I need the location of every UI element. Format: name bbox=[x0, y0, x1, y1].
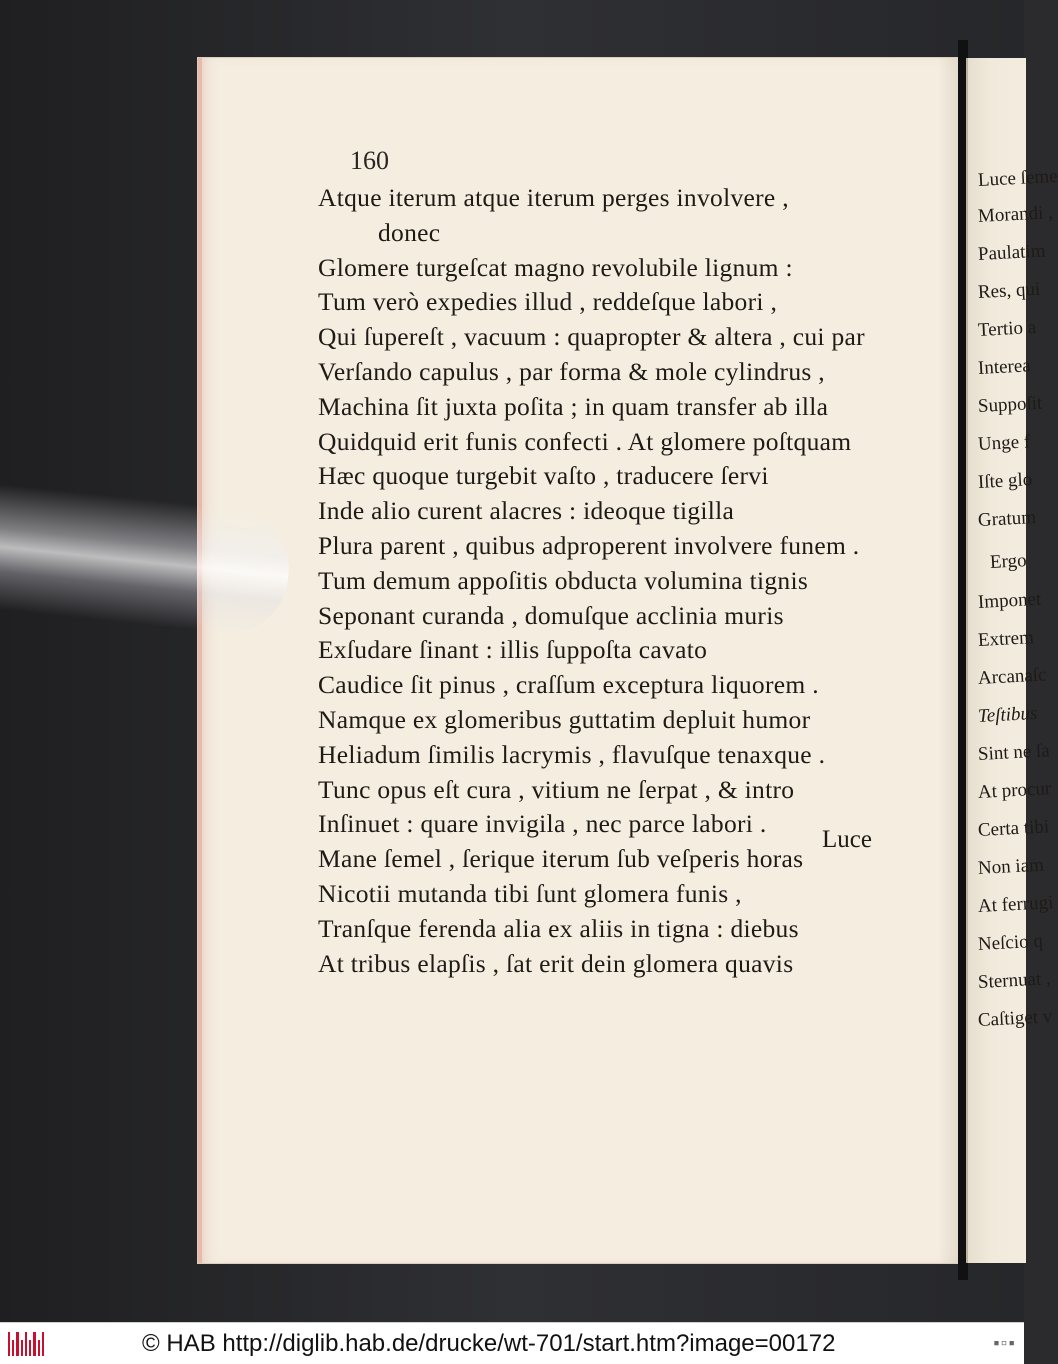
text-line: Glomere turgeſcat magno revolubile lignum : bbox=[318, 252, 793, 282]
text-line: Verſando capulus , par forma & mole cylindrus , bbox=[318, 356, 825, 386]
text-line: Tunc opus eſt cura , vitium ne ſerpat , & intro bbox=[318, 774, 795, 804]
text-line: Inſinuet : quare invigila , nec parce labori . bbox=[318, 809, 767, 839]
text-line: Atque iterum atque iterum perges involvere , bbox=[318, 183, 789, 212]
catchword: Luce bbox=[822, 826, 872, 853]
text-line: Exſudare ſinant : illis ſuppoſta cavato bbox=[318, 635, 708, 665]
facing-page bbox=[966, 58, 1058, 1263]
footer-mark: ▪▫▪ bbox=[993, 1336, 1016, 1349]
facing-line: At procur bbox=[977, 778, 1052, 803]
facing-line: Unge f bbox=[977, 431, 1031, 455]
text-line: Seponant curanda , domuſque acclinia muris bbox=[318, 600, 784, 630]
facing-line: Certa tibi bbox=[977, 816, 1050, 841]
copyright-link[interactable]: © HAB http://diglib.hab.de/drucke/wt-701/start.htm?image=00172 bbox=[142, 1330, 836, 1357]
facing-line: Caſtiget v bbox=[977, 1006, 1053, 1031]
text-line: Quidquid erit funis confecti . At glomere poſtquam bbox=[318, 426, 852, 456]
facing-line: Interea bbox=[977, 355, 1032, 379]
text-line: Tranſque ferenda alia ex aliis in tigna : diebus bbox=[318, 913, 799, 943]
text-line: Tum verò expedies illud , reddeſque labori , bbox=[318, 287, 778, 317]
facing-line: Morandi , bbox=[977, 202, 1054, 227]
facing-line: Tertio a bbox=[977, 316, 1037, 341]
facing-line: Ergo bbox=[989, 550, 1028, 573]
text-line: At tribus elapſis , ſat erit dein glomera quavis bbox=[318, 948, 794, 978]
facing-line: Teſtibus bbox=[977, 702, 1038, 727]
text-line: Tum demum appoſitis obducta volumina tignis bbox=[318, 565, 809, 595]
text-line: donec bbox=[378, 217, 441, 247]
page-number: 160 bbox=[350, 146, 389, 175]
text-line: Hæc quoque turgebit vaſto , traducere ſervi bbox=[318, 461, 769, 491]
facing-line: Sternuat , bbox=[977, 968, 1052, 993]
facing-line: Iſte glo bbox=[977, 469, 1033, 493]
facing-line: Non iam bbox=[977, 854, 1045, 879]
facing-line: Extrem bbox=[977, 627, 1035, 651]
text-line: Qui ſupereſt , vacuum : quapropter & altera , cui par bbox=[318, 322, 865, 352]
facing-line: At ferrugi bbox=[977, 892, 1054, 917]
text-line: Inde alio curent alacres : ideoque tigilla bbox=[318, 496, 735, 526]
text-line: Machina ſit juxta poſita ; in quam transfer ab illa bbox=[318, 391, 829, 421]
text-line: Plura parent , quibus adproperent involvere funem . bbox=[318, 530, 860, 560]
text-line: Namque ex glomeribus guttatim depluit humor bbox=[318, 704, 811, 734]
footer-bar bbox=[0, 1322, 1024, 1364]
facing-line: Paulatim bbox=[977, 240, 1046, 265]
facing-line: Arcanaſc bbox=[977, 664, 1047, 689]
facing-line: Gratum bbox=[977, 506, 1037, 531]
facing-line: Luce ſeme bbox=[977, 165, 1058, 191]
facing-line: Neſcio q bbox=[977, 930, 1044, 955]
text-line: Heliadum ſimilis lacrymis , flavuſque tenaxque . bbox=[318, 739, 826, 769]
text-line: Mane ſemel , ſerique iterum ſub veſperis horas bbox=[318, 844, 804, 874]
text-line: Caudice ſit pinus , craſſum exceptura liquorem . bbox=[318, 670, 819, 700]
book-page bbox=[198, 58, 966, 1263]
facing-line: Sint ne ſa bbox=[977, 740, 1051, 765]
facing-line: Suppoſit bbox=[977, 392, 1043, 417]
facing-line: Res, qui bbox=[977, 278, 1041, 303]
poem-text bbox=[318, 181, 938, 981]
hab-logo-icon bbox=[8, 1332, 44, 1356]
facing-line: Imponet bbox=[977, 588, 1042, 613]
text-line: Nicotii mutanda tibi ſunt glomera funis , bbox=[318, 878, 742, 908]
